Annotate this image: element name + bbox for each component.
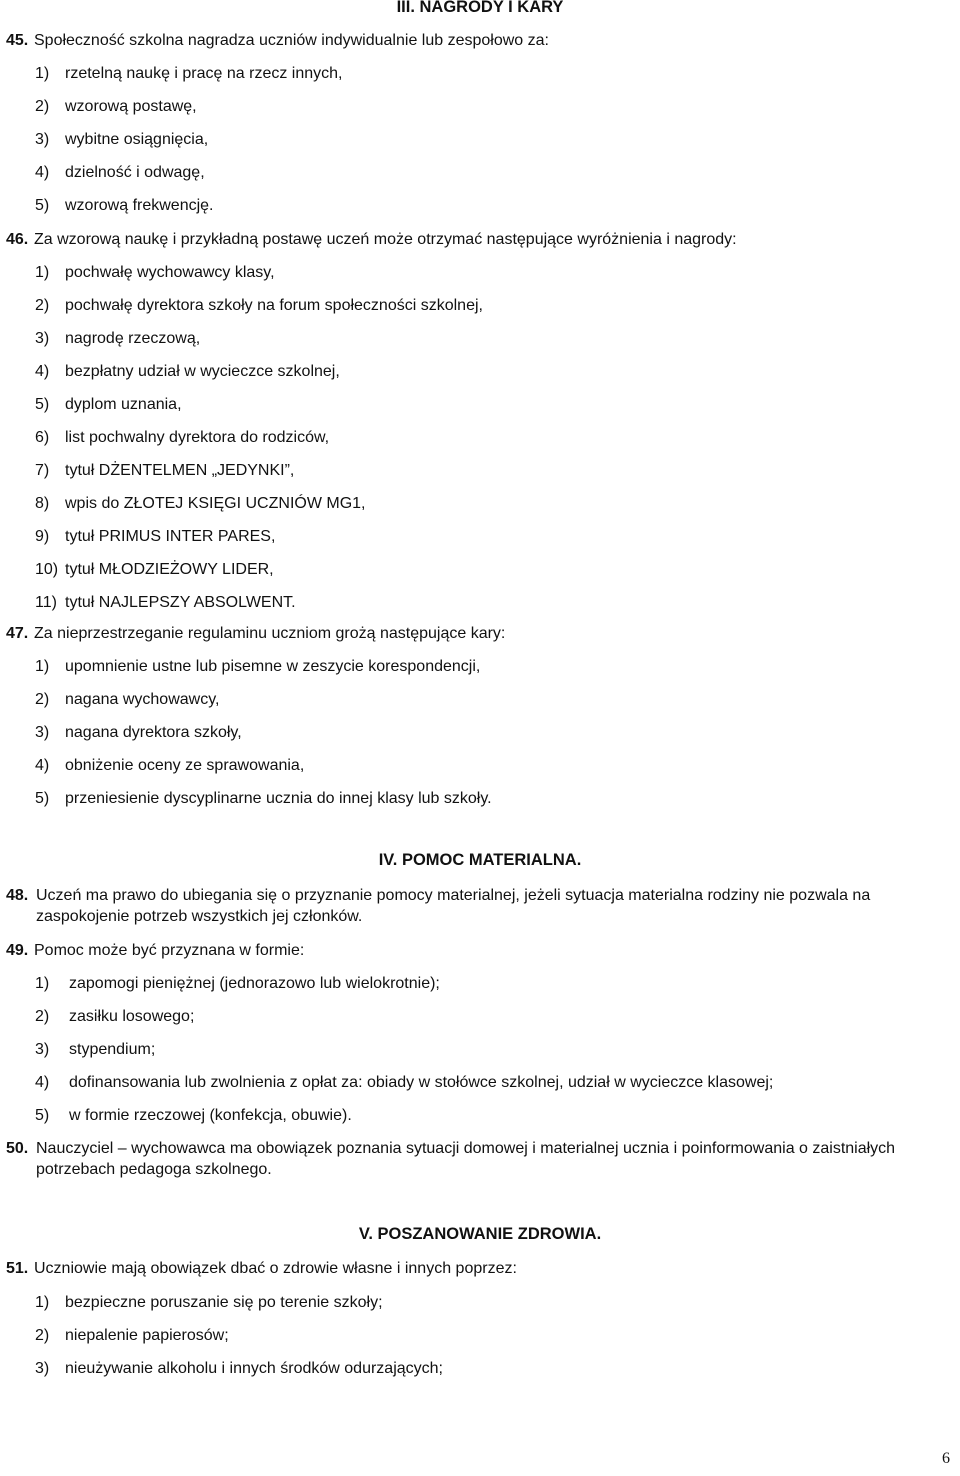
list-item: 1) zapomogi pieniężnej (jednorazowo lub wielokrotnie); [35, 975, 440, 992]
paragraph-text: Nauczyciel – wychowawca ma obowiązek poznania sytuacji domowej i materialnej ucznia i poinformowania o zaistniałych potrzebach pedagoga szkolnego. [36, 1140, 896, 1178]
list-item: 1) pochwałę wychowawcy klasy, [35, 264, 275, 281]
paragraph-number: 51. [6, 1260, 29, 1277]
section-heading-nagrody: III. NAGRODY I KARY [396, 0, 564, 16]
paragraph-text: Za nieprzestrzeganie regulaminu uczniom grożą następujące kary: [34, 625, 506, 642]
list-item: 5) przeniesienie dyscyplinarne ucznia do innej klasy lub szkoły. [35, 790, 492, 807]
paragraph-49 [6, 940, 304, 961]
paragraph-47 [6, 623, 505, 644]
list-item: 1) upomnienie ustne lub pisemne w zeszycie korespondencji, [35, 658, 481, 675]
list-item: 5) w formie rzeczowej (konfekcja, obuwie). [35, 1107, 352, 1124]
list-item: 8) wpis do ZŁOTEJ KSIĘGI UCZNIÓW MG1, [35, 495, 366, 512]
paragraph-number: 48. [6, 887, 29, 904]
paragraph-50 [6, 1138, 921, 1180]
list-item: 3) nieużywanie alkoholu i innych środków odurzających; [35, 1360, 443, 1377]
list-item: 5) dyplom uznania, [35, 396, 182, 413]
list-item: 2) zasiłku losowego; [35, 1008, 195, 1025]
list-item: 7) tytuł DŻENTELMEN „JEDYNKI”, [35, 462, 295, 479]
list-item: 2) niepalenie papierosów; [35, 1327, 229, 1344]
paragraph-46 [6, 229, 737, 250]
section-heading-pomoc: IV. POMOC MATERIALNA. [378, 851, 582, 869]
paragraph-text: Społeczność szkolna nagradza uczniów indywidualnie lub zespołowo za: [34, 32, 549, 49]
list-item: 4) bezpłatny udział w wycieczce szkolnej, [35, 363, 340, 380]
list-item: 6) list pochwalny dyrektora do rodziców, [35, 429, 330, 446]
paragraph-51 [6, 1258, 517, 1279]
list-item: 9) tytuł PRIMUS INTER PARES, [35, 528, 276, 545]
list-item: 4) obniżenie oceny ze sprawowania, [35, 757, 305, 774]
list-item: 5) wzorową frekwencję. [35, 197, 214, 214]
list-item: 2) wzorową postawę, [35, 98, 197, 115]
paragraph-number: 45. [6, 32, 29, 49]
list-item: 2) pochwałę dyrektora szkoły na forum społeczności szkolnej, [35, 297, 483, 314]
section-heading-zdrowie: V. POSZANOWANIE ZDROWIA. [358, 1225, 602, 1243]
list-item: 1) bezpieczne poruszanie się po terenie szkoły; [35, 1294, 383, 1311]
list-item: 1) rzetelną naukę i pracę na rzecz innych, [35, 65, 343, 82]
list-item: 4) dzielność i odwagę, [35, 164, 205, 181]
list-item: 11) tytuł NAJLEPSZY ABSOLWENT. [35, 594, 296, 611]
list-item: 4) dofinansowania lub zwolnienia z opłat za: obiady w stołówce szkolnej, udział w wycieczce klasowej; [35, 1074, 774, 1091]
paragraph-text: Uczniowie mają obowiązek dbać o zdrowie własne i innych poprzez: [34, 1260, 517, 1277]
list-item: 3) nagrodę rzeczową, [35, 330, 201, 347]
paragraph-48 [6, 885, 921, 927]
paragraph-text: Za wzorową naukę i przykładną postawę uczeń może otrzymać następujące wyróżnienia i nagrody: [34, 231, 737, 248]
list-item: 3) nagana dyrektora szkoły, [35, 724, 242, 741]
paragraph-text: Uczeń ma prawo do ubiegania się o przyznanie pomocy materialnej, jeżeli sytuacja materialna rodziny nie pozwala na zaspokojenie potrzeb wszystkich jej członków. [36, 887, 871, 925]
list-item: 3) stypendium; [35, 1041, 156, 1058]
paragraph-45 [6, 30, 549, 51]
list-item: 2) nagana wychowawcy, [35, 691, 220, 708]
paragraph-number: 50. [6, 1140, 29, 1157]
paragraph-text: Pomoc może być przyznana w formie: [34, 942, 305, 959]
paragraph-number: 46. [6, 231, 29, 248]
paragraph-number: 47. [6, 625, 29, 642]
paragraph-number: 49. [6, 942, 29, 959]
page-number: 6 [942, 1450, 950, 1467]
list-item: 10) tytuł MŁODZIEŻOWY LIDER, [35, 561, 274, 578]
list-item: 3) wybitne osiągnięcia, [35, 131, 209, 148]
